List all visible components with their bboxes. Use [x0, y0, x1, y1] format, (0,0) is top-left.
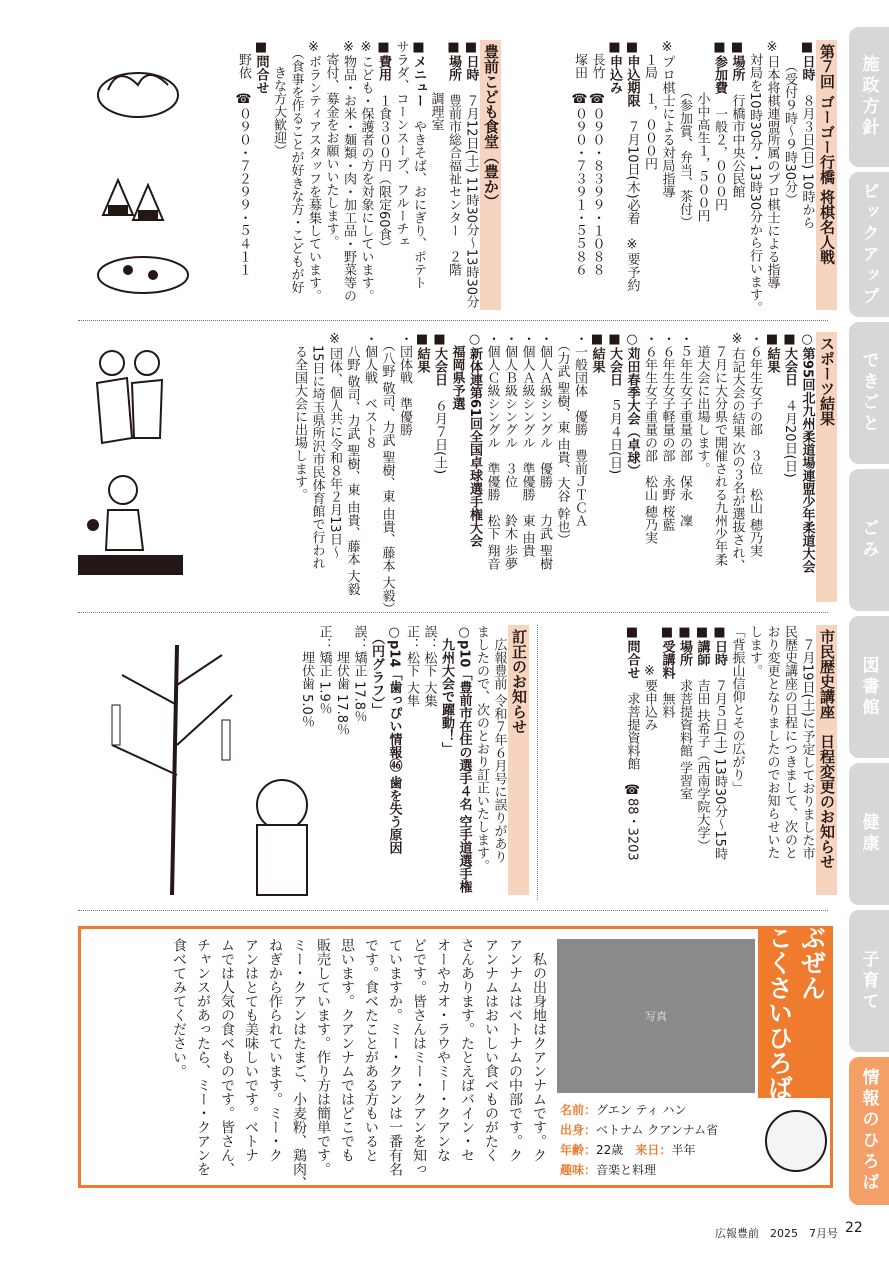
text-line — [676, 625, 694, 895]
line-label: ■メニュー — [411, 40, 426, 107]
text-line — [392, 40, 410, 310]
text-line — [368, 625, 386, 895]
text-line — [588, 332, 606, 602]
line-text: ましたので、次のとおり訂正いたします。 — [474, 625, 489, 872]
separator-bottom — [78, 910, 828, 911]
line-text: 無料 — [659, 679, 675, 718]
text-line — [781, 332, 799, 602]
line-text: 正：松下 大隼 — [404, 625, 419, 708]
text-line — [571, 40, 589, 310]
text-line — [658, 332, 676, 602]
line-text: （力武 聖樹、東 由貴、大谷 幹也） — [554, 332, 570, 546]
text-line — [483, 332, 501, 602]
line-text: 誤：矯正 17.8％ — [351, 625, 367, 724]
text-line — [455, 625, 473, 895]
line-label: ■大会日 — [607, 332, 622, 386]
line-label: ■大会日 — [782, 332, 797, 386]
pingpong-illustration — [78, 470, 183, 580]
text-line — [763, 40, 781, 310]
text-line — [746, 625, 764, 895]
text-line — [343, 332, 361, 602]
line-text: ※団体、個人共に令和８年２月13日～ — [327, 332, 342, 559]
text-line — [333, 625, 351, 895]
line-text: ７月10日(木)必着 ※要予約 — [624, 107, 640, 292]
text-line — [711, 332, 729, 602]
line-label: ■結果 — [764, 332, 780, 373]
text-line — [431, 332, 449, 602]
text-line — [536, 332, 554, 602]
line-text: サラダ、コーンスープ、フルーチェ — [393, 40, 409, 248]
body-line: 私の出身地はクアンナムです。ク — [531, 938, 547, 1162]
line-text: 一般２，０００円 — [712, 94, 727, 211]
text-line — [693, 625, 711, 895]
separator-middle — [78, 612, 828, 613]
text-line — [746, 332, 764, 602]
text-line — [623, 332, 641, 602]
text-line — [473, 625, 491, 895]
text-line — [403, 625, 421, 895]
line-label: （円グラフ）」 — [369, 625, 384, 716]
shogi-article — [571, 40, 838, 315]
line-label: ■参加費 — [712, 40, 727, 94]
sports-title: スポーツ結果 — [816, 332, 838, 602]
line-text: ・６年生女子軽量の部 永野 桜藍 — [659, 332, 675, 532]
line-text: ・個人Ａ級シングル 優勝 力武 聖樹 — [537, 332, 552, 571]
line-text: きな方大歓迎） — [271, 40, 286, 157]
text-line — [490, 625, 508, 895]
footer: 広報豊前 2025 7月号 — [715, 1227, 838, 1240]
line-label: ■申込み — [607, 40, 622, 94]
shogi-title: 第７回 ゴーゴー行橋 将棋名人戦 — [816, 40, 838, 310]
profile-hobby: 趣味：音楽と料理 — [560, 1163, 657, 1177]
page-number: 22 — [845, 1220, 863, 1236]
correction-title: 訂正のお知らせ — [508, 625, 530, 895]
body-line: ミー・クアンはたまご、小麦粉、鶏肉、 — [291, 938, 307, 1190]
text-line — [676, 332, 694, 602]
line-text: します。 — [747, 625, 762, 677]
text-line — [658, 625, 676, 895]
body-line: アンナムはおいしい食べものがたく — [483, 938, 499, 1162]
line-text: （受付９時～９時30分） — [782, 40, 797, 207]
line-text: 広報豊前 令和７年６月号に誤りがあり — [491, 625, 507, 864]
globe-icon — [765, 1110, 827, 1172]
body-line: ねぎから作られています。ミー・ク — [267, 938, 283, 1162]
line-text: る全国大会に出場します。 — [292, 332, 307, 501]
text-line — [448, 332, 466, 602]
text-line — [501, 332, 519, 602]
text-line — [676, 40, 694, 310]
line-label: ■問合せ — [253, 40, 269, 94]
line-text: 正：矯正 1.9％ — [316, 625, 332, 715]
body-line: チャンスがあったら、ミー・クアンを — [195, 938, 211, 1176]
text-line — [623, 40, 641, 310]
text-line — [270, 40, 288, 310]
line-label: ○p10「豊前市在住の選手４名 空手道選手権 — [456, 625, 472, 893]
food-illustration — [88, 40, 193, 295]
line-text: 野依 ☎０９０・７２９９・５４１１ — [236, 40, 251, 276]
line-label: ○新体連第61回全国卓球選手権大会 — [467, 332, 482, 548]
line-text: ※要申込み — [642, 625, 657, 731]
text-line — [781, 625, 799, 895]
ribbon — [758, 926, 833, 1098]
line-label: ■日時 — [712, 625, 727, 666]
line-text: 対局を10時30分・13時30分から行います。 — [747, 40, 762, 315]
text-line — [693, 40, 711, 310]
line-text: 長竹 ☎０９０・８３９９・１０８８ — [589, 40, 605, 276]
line-label: ■場所 — [677, 625, 692, 666]
line-text: 行橋市中央公民館 — [729, 81, 745, 198]
line-text: （八野 敬司、力武 聖樹、東 由貴、藤本 大毅） — [379, 332, 395, 616]
line-text: ※物品・お米・麺類・肉・加工品・野菜等の — [341, 40, 356, 302]
tab-kosodate[interactable]: 子育て — [849, 910, 889, 1052]
text-line — [378, 332, 396, 616]
line-text: １食３００円（限定60食） — [376, 81, 391, 254]
line-text: ※日本将棋連盟所属のプロ棋士による指導 — [764, 40, 780, 289]
text-line — [385, 625, 403, 895]
line-text: 民歴史講座の日程につきまして、次のと — [782, 625, 797, 859]
line-text: 求菩提資料館 学習室 — [677, 666, 692, 801]
profile-origin: 出身：ベトナム クアンナム省 — [560, 1123, 719, 1137]
text-line — [798, 332, 816, 602]
line-label: ○p14「歯っぴい情報㊻ 歯を失う原因 — [386, 625, 402, 854]
line-text: ※こども・保護者の方を対象にしています。 — [358, 40, 374, 302]
line-text: ・一般団体 優勝 豊前ＪＴＣＡ — [572, 332, 587, 527]
body-line: ムでは人気の食べものです。皆さん、 — [219, 938, 235, 1176]
text-line — [518, 332, 536, 602]
text-line — [396, 332, 414, 602]
separator-top — [78, 320, 828, 321]
text-line — [287, 40, 305, 310]
text-line — [623, 625, 641, 895]
line-text: １局 １，０００円 — [642, 40, 657, 170]
text-line — [553, 332, 571, 602]
line-text: ５月４日(日) — [607, 386, 622, 475]
line-text: 求菩提資料館 ☎88・3203 — [624, 679, 640, 861]
line-text: ７月５日(土) 13時30分～15時 — [712, 666, 727, 860]
text-line — [711, 625, 729, 895]
body-line: アンはとても美味しいです。ベトナ — [243, 938, 259, 1162]
line-label: ■講師 — [694, 625, 710, 666]
line-text: 豊前市総合福祉センター ２階 — [446, 81, 461, 276]
body-line: どです。皆さんはミー・クアンを知っ — [411, 938, 427, 1176]
line-label: ■結果 — [589, 332, 605, 373]
line-text: やきそば、おにぎり、ポテト — [411, 107, 426, 289]
text-line — [763, 332, 781, 602]
tab-gomi[interactable]: ごみ — [849, 469, 889, 611]
profile-body — [167, 938, 551, 1190]
judo-illustration — [82, 338, 177, 458]
text-line — [606, 332, 624, 602]
line-text: ・団体戦 準優勝 — [397, 332, 412, 436]
text-line — [606, 40, 624, 310]
body-line: 販売しています。作り方は簡単です。 — [315, 938, 331, 1176]
line-text: （食事を作ることが好きな方・こどもが好 — [288, 40, 304, 294]
line-text: ・個人Ｂ級シングル ３位 鈴木 歩夢 — [502, 332, 517, 571]
history-title: 市民歴史講座 日程変更のお知らせ — [816, 625, 838, 895]
line-label: ■大会日 — [432, 332, 447, 386]
line-label: ■費用 — [376, 40, 391, 81]
tanabata-illustration — [82, 625, 312, 900]
text-line — [357, 40, 375, 310]
line-text: ※ボランティアスタッフを募集しています。 — [306, 40, 321, 302]
line-text: ・個人Ｃ級シングル 準優勝 松下 翔音 — [484, 332, 500, 571]
ribbon-title: ぶぜん こくさいひろば — [764, 924, 827, 1100]
profile-photo: 写真 — [557, 939, 755, 1093]
line-text: 埋伏歯 17.8％ — [334, 625, 349, 737]
history-article — [623, 625, 837, 895]
text-line — [340, 40, 358, 310]
text-line — [252, 40, 270, 310]
kodomo-title: 豊前こども食堂（豊か） — [480, 40, 502, 310]
text-line — [322, 40, 340, 310]
tab-dekigoto[interactable]: できごと — [849, 322, 889, 464]
body-line: です。食べたことがある方もいると — [363, 938, 379, 1162]
line-text: ７月に大分県で開催される九州少年柔 — [712, 332, 727, 566]
text-line — [326, 332, 344, 602]
body-line: ていますか。ミー・クアンは一番有名 — [387, 938, 403, 1176]
text-line — [361, 332, 379, 602]
line-text: ・個人Ａ級シングル 準優勝 東 由貴 — [519, 332, 535, 558]
text-line — [350, 625, 368, 895]
line-label: ■問合せ — [624, 625, 640, 679]
line-text: ・６年生女子重量の部 松山 穂乃実 — [642, 332, 657, 545]
text-line — [763, 625, 781, 895]
line-text: 15日に埼玉県所沢市民体育館で行われ — [309, 332, 325, 570]
line-label: ■日時 — [799, 40, 815, 81]
separator-vertical — [537, 625, 538, 900]
line-text: ７月12日(土) 11時30分～13時30分 — [463, 81, 479, 308]
text-line — [420, 625, 438, 895]
line-text: 八野 敬司、力武 聖樹、東 由貴、藤本 大毅 — [344, 332, 360, 596]
line-text: 埋伏歯 5.0％ — [299, 625, 314, 728]
text-line — [658, 40, 676, 310]
text-line — [588, 40, 606, 310]
line-text: ４月20日(日) — [782, 386, 797, 478]
text-line — [728, 332, 746, 602]
kodomo-article — [235, 40, 502, 310]
tab-library[interactable]: 図書館 — [849, 616, 889, 758]
line-label: ■場所 — [729, 40, 745, 81]
text-line — [746, 40, 764, 315]
tab-pickup[interactable]: ピックアップ — [849, 172, 889, 317]
line-label: ■受講料 — [659, 625, 675, 679]
tab-health[interactable]: 健康 — [849, 763, 889, 905]
body-line: 思います。クアンナムではどこでも — [339, 938, 355, 1162]
text-line — [711, 40, 729, 310]
body-line: さんあります。たとえばバイン・セ — [459, 938, 475, 1162]
tab-shisei[interactable]: 施政方針 — [849, 27, 889, 167]
text-line — [315, 625, 333, 895]
line-label: ■結果 — [414, 332, 430, 373]
line-label: 福岡県予選 — [449, 332, 465, 410]
body-line: オーやカオ・ラウやミー・クアンな — [435, 938, 451, 1162]
text-line — [462, 40, 480, 310]
line-label: ■日時 — [463, 40, 479, 81]
text-line — [235, 40, 253, 310]
text-line — [571, 332, 589, 602]
text-line — [305, 40, 323, 310]
text-line — [291, 332, 309, 602]
line-text: ６月７日(土) — [432, 386, 447, 475]
text-line — [438, 625, 456, 895]
text-line — [445, 40, 463, 310]
line-text: 小中高生１，５００円 — [694, 40, 710, 222]
text-line — [798, 40, 816, 310]
sports-article — [291, 332, 838, 616]
correction-article — [298, 625, 530, 895]
text-line — [641, 625, 659, 895]
text-line — [466, 332, 484, 602]
line-text: 「背振山信仰とその広がり」 — [729, 625, 745, 794]
line-label: 九州大会で躍動！」 — [439, 625, 454, 755]
line-text: 道大会に出場します。 — [694, 332, 710, 475]
profile-name: 名前：グエン ティ ハン — [560, 1103, 687, 1117]
body-line: アンナムはベトナムの中部です。ク — [507, 938, 523, 1162]
text-line — [410, 40, 428, 310]
text-line — [728, 40, 746, 310]
profile-age: 年齢：22歳 来日：半年 — [560, 1143, 696, 1157]
line-text: ８月３日(日) 10時から — [799, 81, 815, 229]
text-line — [641, 40, 659, 310]
line-label: ■申込期限 — [624, 40, 640, 107]
line-text: ・個人戦 ベスト８ — [362, 332, 377, 449]
line-text: ※右記大会の結果 次の３名が選抜され、 — [729, 332, 745, 573]
line-text: ※プロ棋士による対局指導 — [659, 40, 675, 198]
text-line — [641, 332, 659, 602]
line-text: おり変更となりましたのでお知らせいた — [764, 625, 780, 859]
line-text: 調理室 — [428, 40, 444, 131]
line-text: 塚田 ☎０９０・７３９１・５５８６ — [572, 40, 587, 276]
line-label: ■場所 — [446, 40, 461, 81]
line-text: ・６年生女子の部 ３位 松山 穂乃実 — [747, 332, 762, 558]
line-text: ・５年生女子重量の部 保永 凜 — [677, 332, 692, 527]
text-line — [728, 625, 746, 895]
text-line — [413, 332, 431, 602]
tab-joho[interactable]: 情報のひろば — [849, 1057, 889, 1205]
line-text: 寄付、募金をお願いいたします。 — [323, 40, 339, 248]
text-line — [798, 625, 816, 895]
line-text: （参加賞、弁当、茶付） — [677, 40, 692, 229]
text-line — [781, 40, 799, 310]
text-line — [375, 40, 393, 310]
line-label: ○第95回北九州柔道場連盟少年柔道大会 — [799, 332, 815, 574]
line-text: ７月19日(土)に予定しておりました市 — [799, 625, 815, 860]
body-line: 食べてみてください。 — [171, 938, 187, 1078]
line-label: ○苅田春季大会（卓球） — [624, 332, 640, 477]
text-line — [427, 40, 445, 310]
line-text: 誤：松下 大集 — [421, 625, 437, 708]
text-line — [308, 332, 326, 602]
line-text: 吉田 扶希子（西南学院大学） — [694, 666, 710, 853]
text-line — [693, 332, 711, 602]
